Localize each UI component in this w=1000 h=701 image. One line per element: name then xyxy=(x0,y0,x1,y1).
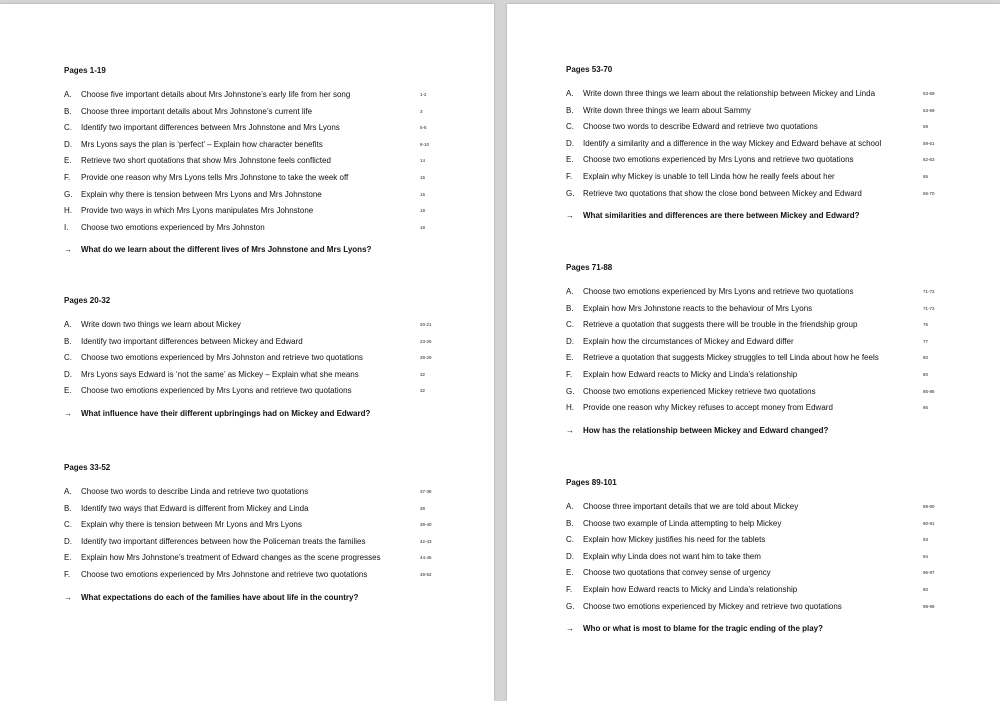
question-letter: D. xyxy=(566,138,574,148)
arrow-icon: → xyxy=(566,425,574,435)
question-item xyxy=(566,155,966,172)
question-page-ref: 5-6 xyxy=(420,125,427,131)
question-text: Choose two emotions experienced by Mrs Johnstone and retrieve two quotations xyxy=(81,569,368,579)
question-text: Choose three important details about Mrs Johnstone’s current life xyxy=(81,106,313,116)
question-text: Identify a similarity and a difference in the way Mickey and Edward behave at school xyxy=(583,138,882,148)
question-item xyxy=(64,320,464,337)
question-page-ref: 38 xyxy=(420,505,426,511)
question-page-ref: 71-72 xyxy=(923,289,935,294)
question-text: Identify two important differences between how the Policeman treats the families xyxy=(81,536,366,546)
question-page-ref: 76 xyxy=(923,322,929,328)
question-item xyxy=(64,123,464,140)
question-text: Identify two ways that Edward is different from Mickey and Linda xyxy=(81,503,309,513)
big-question-text: What influence have their different upbringings had on Mickey and Edward? xyxy=(81,408,371,418)
big-question xyxy=(566,211,966,223)
question-letter: G. xyxy=(64,189,73,199)
question-letter: D. xyxy=(64,536,72,546)
question-page-ref: 80 xyxy=(923,371,929,377)
question-text: Explain why there is tension between Mr Lyons and Mrs Lyons xyxy=(81,520,302,530)
arrow-icon: → xyxy=(566,624,574,634)
question-text: Choose two emotions experienced by Mrs Johnston xyxy=(81,222,265,232)
question-page-ref: 3 xyxy=(420,108,423,114)
question-text: Explain how Edward reacts to Micky and Linda’s relationship xyxy=(583,584,798,594)
question-letter: A. xyxy=(64,320,72,329)
question-letter: D. xyxy=(566,551,574,561)
question-text: Choose three important details that we are told about Mickey xyxy=(583,502,799,511)
question-text: Provide one reason why Mrs Lyons tells Mrs Johnstone to take the week off xyxy=(81,172,349,182)
question-item xyxy=(64,156,464,173)
question-letter: I. xyxy=(64,222,69,232)
question-page-ref: 28-29 xyxy=(420,355,432,361)
question-text: Provide one reason why Mickey refuses to accept money from Edward xyxy=(583,403,833,413)
question-page-ref: 18 xyxy=(420,208,426,214)
section-2 xyxy=(64,296,464,421)
question-item xyxy=(566,502,966,519)
question-page-ref: 49-52 xyxy=(420,571,432,577)
question-text: Retrieve two quotations that show the close bond between Mickey and Edward xyxy=(583,188,862,198)
question-text: Retrieve two short quotations that show Mrs Johnstone feels conflicted xyxy=(81,156,331,166)
question-item xyxy=(566,552,966,569)
question-item xyxy=(64,520,464,537)
question-letter: F. xyxy=(566,369,573,379)
question-page-ref: 15 xyxy=(420,174,426,180)
question-text: Choose two emotions experienced by Mrs Lyons and retrieve two quotations xyxy=(583,287,854,296)
question-text: Explain how Mrs Johnstone reacts to the behaviour of Mrs Lyons xyxy=(583,303,813,313)
question-text: Identify two important differences between Mickey and Edward xyxy=(81,336,303,346)
question-item xyxy=(566,403,966,420)
big-question xyxy=(566,426,966,438)
left-page xyxy=(0,4,494,701)
question-text: Provide two ways in which Mrs Lyons manipulates Mrs Johnstone xyxy=(81,206,314,216)
section-title: Pages 33-52 xyxy=(64,463,111,472)
question-letter: A. xyxy=(566,502,574,511)
big-question-text: What do we learn about the different lives of Mrs Johnstone and Mrs Lyons? xyxy=(81,245,372,255)
question-item xyxy=(566,370,966,387)
question-letter: C. xyxy=(64,520,72,530)
question-page-ref: 71-72 xyxy=(923,305,935,311)
section-3 xyxy=(566,478,966,636)
question-letter: E. xyxy=(64,386,72,396)
question-text: Explain how Mrs Johnstone’s treatment of Edward changes as the scene progresses xyxy=(81,553,381,563)
section-1 xyxy=(64,66,464,257)
question-text: Retrieve a quotation that suggests there will be trouble in the friendship group xyxy=(583,320,858,330)
arrow-icon: → xyxy=(64,592,72,602)
big-question-text: Who or what is most to blame for the tragic ending of the play? xyxy=(583,624,824,634)
question-text: Explain how the circumstances of Mickey and Edward differ xyxy=(583,336,794,346)
question-letter: E. xyxy=(566,568,574,578)
question-letter: E. xyxy=(64,156,72,166)
question-item xyxy=(566,602,966,619)
question-text: Choose two emotions experienced by Mrs Johnston and retrieve two quotations xyxy=(81,353,363,363)
question-page-ref: 90-91 xyxy=(923,520,935,526)
section-title: Pages 71-88 xyxy=(566,263,613,272)
question-letter: B. xyxy=(64,106,72,116)
question-letter: D. xyxy=(566,336,574,346)
big-question-text: What similarities and differences are there between Mickey and Edward? xyxy=(583,211,860,221)
arrow-icon: → xyxy=(64,408,72,418)
question-letter: E. xyxy=(566,155,574,165)
arrow-icon: → xyxy=(566,211,574,221)
question-letter: B. xyxy=(64,503,72,513)
question-item xyxy=(566,568,966,585)
question-item xyxy=(64,487,464,504)
question-text: Choose two emotions experienced Mickey retrieve two quotations xyxy=(583,386,816,396)
question-item xyxy=(566,122,966,139)
question-item xyxy=(566,189,966,206)
question-text: Choose two example of Linda attempting to help Mickey xyxy=(583,518,782,528)
question-letter: G. xyxy=(566,386,575,396)
question-page-ref: 20-21 xyxy=(420,322,432,327)
question-list xyxy=(566,502,966,618)
question-page-ref: 32 xyxy=(420,371,426,377)
question-letter: A. xyxy=(64,487,72,496)
question-letter: A. xyxy=(566,287,574,296)
big-question-text: What expectations do each of the families have about life in the country? xyxy=(81,592,359,602)
question-letter: C. xyxy=(64,353,72,363)
question-item xyxy=(64,206,464,223)
question-text: Choose five important details about Mrs Johnstone’s early life from her song xyxy=(81,90,351,99)
section-title: Pages 1-19 xyxy=(64,66,106,75)
question-text: Retrieve a quotation that suggests Mickey struggles to tell Linda about how he feels xyxy=(583,353,879,363)
question-text: Choose two words to describe Linda and retrieve two quotations xyxy=(81,487,309,496)
question-letter: E. xyxy=(566,353,574,363)
big-question xyxy=(64,593,464,605)
question-item xyxy=(566,287,966,304)
question-page-ref: 77 xyxy=(923,338,929,344)
question-item xyxy=(566,172,966,189)
question-page-ref: 80 xyxy=(923,586,929,592)
question-text: Explain why Mickey is unable to tell Linda how he really feels about her xyxy=(583,171,835,181)
question-page-ref: 85-86 xyxy=(923,388,935,394)
right-page xyxy=(507,4,1000,701)
question-item xyxy=(64,90,464,107)
section-1 xyxy=(566,65,966,223)
question-item xyxy=(566,106,966,123)
question-list xyxy=(64,90,464,239)
question-page-ref: 94 xyxy=(923,553,929,559)
question-page-ref: 44-46 xyxy=(420,555,432,561)
question-text: Explain why Linda does not want him to take them xyxy=(583,551,761,561)
question-item xyxy=(566,89,966,106)
big-question xyxy=(64,245,464,257)
question-letter: D. xyxy=(64,139,72,149)
question-item xyxy=(64,190,464,207)
question-item xyxy=(64,537,464,554)
question-text: Write down three things we learn about Sammy xyxy=(583,105,751,115)
question-page-ref: 98-99 xyxy=(923,603,935,609)
question-list xyxy=(64,320,464,403)
question-letter: F. xyxy=(64,172,71,182)
question-page-ref: 62-63 xyxy=(923,157,935,163)
section-title: Pages 20-32 xyxy=(64,296,111,305)
section-title: Pages 53-70 xyxy=(566,65,613,74)
question-letter: F. xyxy=(64,569,71,579)
question-text: Explain why there is tension between Mrs Lyons and Mrs Johnstone xyxy=(81,189,322,199)
question-item xyxy=(64,370,464,387)
arrow-icon: → xyxy=(64,245,72,255)
question-page-ref: 18 xyxy=(420,224,426,230)
question-letter: H. xyxy=(64,206,72,216)
question-page-ref: 59 xyxy=(923,124,929,130)
question-text: Write down two things we learn about Mickey xyxy=(81,320,241,329)
big-question xyxy=(64,409,464,421)
question-text: Choose two emotions experienced by Mrs Lyons and retrieve two quotations xyxy=(583,155,854,165)
question-text: Explain how Mickey justifies his need for the tablets xyxy=(583,535,766,545)
question-letter: A. xyxy=(64,90,72,99)
question-text: Choose two emotions experienced by Mrs Lyons and retrieve two quotations xyxy=(81,386,352,396)
question-letter: C. xyxy=(64,123,72,133)
question-item xyxy=(64,223,464,240)
question-page-ref: 16 xyxy=(420,191,426,197)
question-item xyxy=(64,353,464,370)
question-item xyxy=(64,553,464,570)
question-text: Identify two important differences between Mrs Johnstone and Mrs Lyons xyxy=(81,123,340,133)
question-letter: B. xyxy=(64,336,72,346)
question-letter: C. xyxy=(566,535,574,545)
question-page-ref: 89-90 xyxy=(923,504,935,509)
question-page-ref: 8-10 xyxy=(420,141,430,147)
question-item xyxy=(566,320,966,337)
question-page-ref: 42-43 xyxy=(420,538,432,544)
section-3 xyxy=(64,463,464,605)
big-question-text: How has the relationship between Mickey and Edward changed? xyxy=(583,425,829,435)
question-item xyxy=(566,337,966,354)
question-item xyxy=(64,173,464,190)
question-list xyxy=(64,487,464,587)
question-item xyxy=(64,570,464,587)
question-letter: G. xyxy=(566,601,575,611)
question-text: Mrs Lyons says the plan is ‘perfect’ – Explain how character benefits xyxy=(81,139,323,149)
question-letter: D. xyxy=(64,369,72,379)
question-page-ref: 37-38 xyxy=(420,489,432,494)
question-item xyxy=(64,386,464,403)
big-question xyxy=(566,624,966,636)
question-letter: B. xyxy=(566,303,574,313)
question-page-ref: 59-61 xyxy=(923,140,935,146)
question-item xyxy=(566,519,966,536)
question-letter: A. xyxy=(566,89,574,98)
question-list xyxy=(566,287,966,420)
question-letter: H. xyxy=(566,403,574,413)
question-letter: C. xyxy=(566,122,574,132)
question-page-ref: 1-2 xyxy=(420,92,427,97)
question-text: Write down three things we learn about the relationship between Mickey and Linda xyxy=(583,89,876,98)
question-text: Choose two quotations that convey sense of urgency xyxy=(583,568,771,578)
question-letter: B. xyxy=(566,105,574,115)
question-page-ref: 53-59 xyxy=(923,107,935,113)
question-item xyxy=(64,504,464,521)
question-page-ref: 86 xyxy=(923,405,929,411)
question-page-ref: 53-59 xyxy=(923,91,935,96)
question-text: Choose two words to describe Edward and retrieve two quotations xyxy=(583,122,818,132)
question-item xyxy=(64,337,464,354)
question-letter: B. xyxy=(566,518,574,528)
question-item xyxy=(566,139,966,156)
question-item xyxy=(566,585,966,602)
question-item xyxy=(64,140,464,157)
section-title: Pages 89-101 xyxy=(566,478,617,487)
question-letter: C. xyxy=(566,320,574,330)
question-text: Mrs Lyons says Edward is ‘not the same’ as Mickey – Explain what she means xyxy=(81,369,359,379)
question-page-ref: 39-40 xyxy=(420,522,432,528)
question-item xyxy=(566,535,966,552)
question-page-ref: 96-97 xyxy=(923,570,935,576)
question-item xyxy=(566,387,966,404)
question-item xyxy=(566,304,966,321)
question-page-ref: 32 xyxy=(420,388,426,394)
question-page-ref: 65 xyxy=(923,173,929,179)
question-item xyxy=(64,107,464,124)
question-item xyxy=(566,353,966,370)
question-page-ref: 23-25 xyxy=(420,338,432,344)
question-letter: G. xyxy=(566,188,575,198)
question-letter: F. xyxy=(566,171,573,181)
question-letter: F. xyxy=(566,584,573,594)
question-list xyxy=(566,89,966,205)
question-page-ref: 66-70 xyxy=(923,190,935,196)
section-2 xyxy=(566,263,966,438)
question-text: Explain how Edward reacts to Micky and Linda’s relationship xyxy=(583,369,798,379)
question-page-ref: 80 xyxy=(923,355,929,361)
question-text: Choose two emotions experienced by Mickey and retrieve two quotations xyxy=(583,601,842,611)
question-page-ref: 93 xyxy=(923,537,929,543)
question-page-ref: 14 xyxy=(420,158,426,164)
question-letter: E. xyxy=(64,553,72,563)
